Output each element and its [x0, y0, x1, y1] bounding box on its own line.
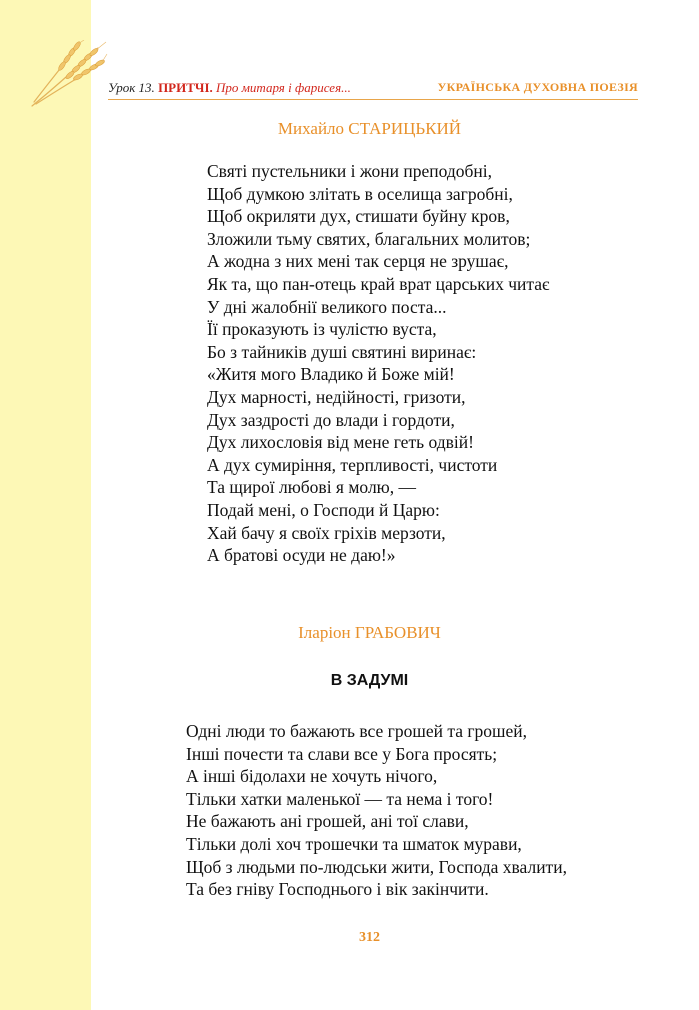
poem-line: Дух лихословія від мене геть одвій!: [207, 432, 474, 453]
header-breadcrumb: [108, 80, 351, 96]
wheat-ears-icon: [28, 40, 108, 110]
poem-line: Тільки долі хоч трошечки та шматок мурави,: [186, 833, 522, 854]
poem-line: Дух марності, недійності, гризоти,: [207, 386, 466, 407]
header-divider: [108, 99, 638, 100]
poem2-title: В ЗАДУМІ: [330, 672, 409, 689]
poem-line: А дух сумиріння, терпливості, чистоти: [207, 454, 498, 475]
poem1-author: Михайло СТАРИЦЬКИЙ: [277, 119, 462, 138]
poem-line: Щоб з людьми по-людськи жити, Господа хвалити,: [186, 856, 567, 877]
poem-line: Святі пустельники і жони преподобні,: [207, 161, 493, 181]
poem-line: А інші бідолахи не хочуть нічого,: [186, 766, 438, 787]
poem-line: Бо з тайників душі святині виринає:: [207, 341, 477, 362]
poem-line: Хай бачу я своїх гріхів мерзоти,: [207, 522, 446, 543]
page-number: 312: [359, 930, 380, 945]
poem-line: Та без гніву Господнього і вік закінчити.: [186, 879, 489, 900]
poem-line: Зложили тьму святих, благальних молитов;: [207, 228, 531, 249]
poem1-text: [207, 160, 550, 567]
header-topic: Про митаря і фарисея...: [216, 80, 351, 95]
poem-line: Щоб окриляти дух, стишати буйну кров,: [207, 206, 510, 227]
header-lesson-number: Урок 13.: [108, 80, 155, 95]
poem-line: Та щирої любові я молю, —: [207, 477, 417, 498]
poem-line: Інші почести та слави все у Бога просять;: [186, 743, 498, 764]
poem-line: Не бажають ані грошей, ані тої слави,: [186, 811, 469, 832]
poem2-author: Іларіон ГРАБОВИЧ: [298, 623, 441, 642]
poem-line: Одні люди то бажають все грошей та грошей,: [186, 721, 528, 741]
poem-line: Дух заздрості до влади і гордоти,: [207, 409, 455, 430]
page-margin-strip: [0, 0, 91, 1010]
poem-line: А жодна з них мені так серця не зрушає,: [207, 251, 509, 272]
poem-line: «Житя мого Владико й Боже мій!: [207, 364, 455, 385]
poem-line: Як та, що пан-отець край врат царських читає: [207, 273, 550, 294]
header-section-title: ПРИТЧІ.: [158, 80, 213, 95]
poem-line: Щоб думкою злітать в оселища загробні,: [207, 183, 513, 204]
poem2-text: [186, 720, 567, 901]
poem-line: Тільки хатки маленької — та нема і того!: [186, 788, 494, 809]
poem-line: А братові осуди не даю!»: [207, 545, 396, 566]
running-header: [108, 80, 638, 100]
poem-line: Її проказують із чулістю вуста,: [207, 319, 437, 340]
poem-line: У дні жалобнії великого поста...: [207, 296, 447, 317]
poem-line: Подай мені, о Господи й Царю:: [207, 499, 440, 520]
header-book-section: УКРАЇНСЬКА ДУХОВНА ПОЕЗІЯ: [437, 80, 638, 94]
